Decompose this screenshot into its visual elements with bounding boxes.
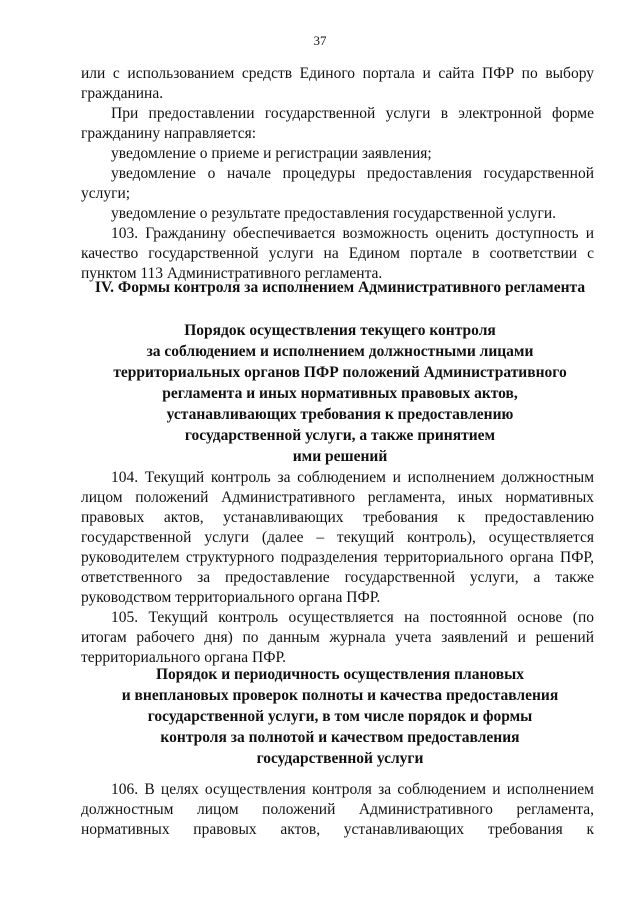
subsection-line: контроля за полнотой и качеством предоставления	[160, 729, 520, 746]
section-heading: IV. Формы контроля за исполнением Административного регламента	[94, 279, 586, 296]
paragraph-105: 105. Текущий контроль осуществляется на постоянной основе (по итогам рабочего дня) по данным журнала учета заявлений и решений территориального органа ПФР.	[81, 609, 594, 666]
inspections-block	[81, 780, 594, 840]
list-item-notification-start: уведомление о начале процедуры предоставления государственной услуги;	[81, 165, 594, 202]
list-item-notification-receipt: уведомление о приеме и регистрации заявления;	[111, 145, 432, 162]
subsection-heading-inspections	[60, 664, 620, 769]
section-iv-heading-wrap	[70, 278, 610, 298]
list-item-notification-result: уведомление о результате предоставления государственной услуги.	[111, 205, 557, 222]
page-number: 37	[313, 33, 327, 48]
subsection-line: Порядок осуществления текущего контроля	[184, 322, 496, 339]
paragraph-103: 103. Гражданину обеспечивается возможность оценить доступность и качество государственной услуги на Едином портале в соответствии с пунктом 113 Административного регламента.	[81, 225, 594, 282]
subsection-line: за соблюдением и исполнением должностными лицами	[146, 343, 534, 360]
subsection-line: территориальных органов ПФР положений Административного	[113, 364, 567, 381]
paragraph-106: 106. В целях осуществления контроля за соблюдением и исполнением должностным лицом положений Административного регламента, нормативных правовых актов, устанавливающих требования к	[81, 781, 594, 838]
subsection-line: ими решений	[292, 448, 388, 465]
subsection-line: и внеплановых проверок полноты и качества предоставления	[121, 687, 559, 704]
subsection-line: государственной услуги	[256, 750, 424, 767]
subsection-line: устанавливающих требования к предоставлению	[166, 406, 514, 423]
paragraph-electronic-form: При предоставлении государственной услуги в электронной форме гражданину направляется:	[81, 105, 594, 142]
subsection-heading-current-control	[60, 320, 620, 467]
subsection-line: государственной услуги, а также принятием	[184, 427, 496, 444]
subsection-line: государственной услуги, в том числе порядок и формы	[147, 708, 533, 725]
subsection-line: Порядок и периодичность осуществления плановых	[155, 666, 525, 683]
current-control-block	[81, 468, 594, 668]
paragraph-continuation: или с использованием средств Единого портала и сайта ПФР по выбору гражданина.	[81, 65, 594, 102]
subsection-line: регламента и иных нормативных правовых актов,	[162, 385, 518, 402]
paragraph-104: 104. Текущий контроль за соблюдением и исполнением должностным лицом положений Административного регламента, иных нормативных правовых актов, устанавливающих требования к предоставлению государственной услуги (далее – текущий контроль), осуществляется руководителем структурного подразделения территориального органа ПФР, ответственного за предоставление государственной услуги, а также руководством территориального органа ПФР.	[81, 469, 594, 606]
intro-block	[81, 64, 594, 284]
